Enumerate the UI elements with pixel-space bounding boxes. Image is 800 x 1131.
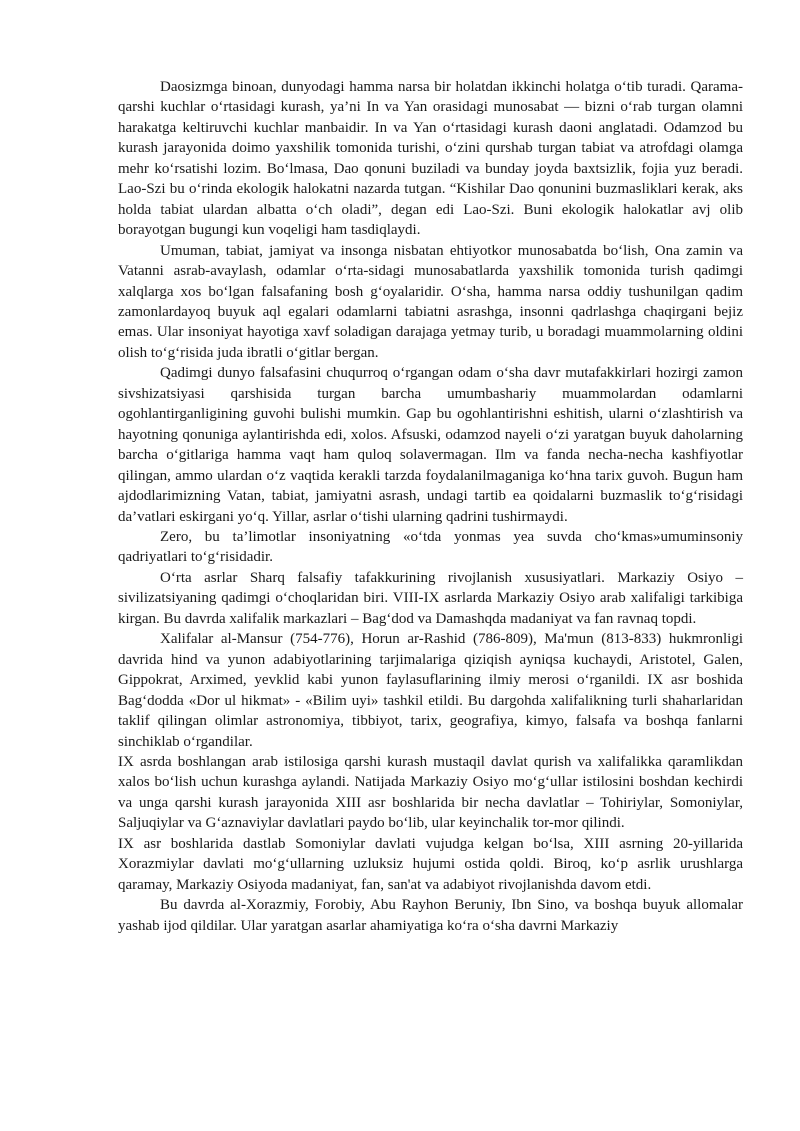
paragraph-caliphs: Xalifalar al-Mansur (754-776), Horun ar-Rashid (786-809), Ma'mun (813-833) hukmronligi davrida hind va yunon adabiyotlarining tarjimalariga qiziqish ayniqsa kuchaydi, Aristotel, Galen, Gippokrat, Arximed, yevklid kabi yunon faylasuflarining ilmiy merosi o‘rganildi. IX asr boshida Bag‘dodda «Dor ul hikmat» - «Bilim uyi» tashkil etildi. Bu dargohda xalifalikning turli shaharlaridan taklif qilingan olimlar astronomiya, tibbiyot, tarix, geografiya, kimyo, falsafa va boshqa fanlarni sinchiklab o‘rgandilar.	[118, 631, 743, 750]
paragraph-ancient-philosophy: Qadimgi dunyo falsafasini chuqurroq o‘rgangan odam o‘sha davr mutafakkirlari hozirgi zamon sivshizatsiyasi qarshisida turgan barcha umumbashariy muammolardan odamlarni ogohlantirganligining guvohi bulishi mumkin. Gap bu ogohlantirishni eshitish, ularni o‘zlashtirish va hayotning qonuniga aylantirishda edi, xolos. Afsuski, odamzod nayeli o‘zi yaratgan buyuk daholarning barcha o‘gitlariga hamma vaqt ham quloq solavermagan. Ilm va fanda necha-necha kashfiyotlar qilingan, ammo ulardan o‘z vaqtida kerakli tarzda foydalanilmaganiga ko‘hna tarix guvoh. Bugun ham ajdodlarimizning Vatan, tabiat, jamiyatni asrash, undagi tartib ea qoidalarni buzmaslik to‘g‘risidagi da’vatlari eskirgani yo‘q. Yillar, asrlar o‘tishi ularning qadrini tushirmaydi.	[118, 365, 743, 525]
paragraph-values: Zero, bu ta’limotlar insoniyatning «o‘tda yonmas yea suvda cho‘kmas»umuminsoniy qadriyatlari to‘g‘risidadir.	[118, 528, 743, 566]
paragraph-nature-society: Umuman, tabiat, jamiyat va insonga nisbatan ehtiyotkor munosabatda bo‘lish, Ona zamin va Vatanni asrab-avaylash, odamlar o‘rta-sidagi munosabatlarda yaxshilik tomonida turish qadimgi xalqlarga xos bo‘lgan falsafaning bosh g‘oyalaridir. O‘sha, hamma narsa oddiy tushunilgan qadim zamonlardayoq buyuk aql egalari odamlarni tabiatni asrashga, insonni qadrlashga chaqirgani bejiz emas. Ular insoniyat hayotiga xavf soladigan darajaga yetmay turib, u boradagi muammolarning oldini olish to‘g‘risida juda ibratli o‘gitlar bergan.	[118, 242, 743, 361]
paragraph-scholars: Bu davrda al-Xorazmiy, Forobiy, Abu Rayhon Beruniy, Ibn Sino, va boshqa buyuk allomalar yashab ijod qildilar. Ular yaratgan asarlar ahamiyatiga ko‘ra o‘sha davrni Markaziy	[118, 897, 743, 934]
paragraph-daoism: Daosizmga binoan, dunyodagi hamma narsa bir holatdan ikkinchi holatga o‘tib turadi. Qarama-qarshi kuchlar o‘rtasidagi kurash, ya’ni In va Yan orasidagi munosabat — bizni o‘rab turgan olamni harakatga keltiruvchi kuchlar manbaidir. In va Yan o‘rtasidagi kurash daoni anglatadi. Odamzod bu kurash jarayonida doimo yaxshilik tomonida turishi, o‘zini qurshab turgan tabiat va atrofdagi olamga mehr ko‘rsatishi lozim. Bo‘lmasa, Dao qonuni buziladi va bunday joyda baxtsizlik, fojia yuz beradi. Lao-Szi bu o‘rinda ekologik halokatni nazarda tutgan. “Kishilar Dao qonunini buzmasliklari kerak, aks holda tabiat ulardan albatta o‘ch oladi”, degan edi Lao-Szi. Buni ekologik halokatlar avj olib borayotgan bugungi kun voqeligi ham tasdiqlaydi.	[118, 79, 743, 239]
paragraph-arab-conquest: IX asrda boshlangan arab istilosiga qarshi kurash mustaqil davlat qurish va xalifalikka qaramlikdan xalos bo‘lish uchun kurashga aylandi. Natijada Markaziy Osiyo mo‘g‘ullar istilosini boshdan kechirdi va unga qarshi kurash jarayonida XIII asr boshlarida bir necha davlatlar – Tohiriylar, Somoniylar, Saljuqiylar va G‘aznaviylar davlatlari paydo bo‘lib, ular keyinchalik tor-mor qilindi.	[118, 753, 743, 832]
paragraph-samanids: IX asr boshlarida dastlab Somoniylar davlati vujudga kelgan bo‘lsa, XIII asrning 20-yillarida Xorazmiylar davlati mo‘g‘ullarning uzluksiz hujumi ostida qoldi. Biroq, ko‘p asrlik urushlarga qaramay, Markaziy Osiyoda madaniyat, fan, san'at va adabiyot rivojlanishda davom etdi.	[118, 835, 743, 893]
paragraph-medieval-east: O‘rta asrlar Sharq falsafiy tafakkurining rivojlanish xususiyatlari. Markaziy Osiyo – sivilizatsiyaning qadimgi o‘choqlaridan biri. VIII-IX asrlarda Markaziy Osiyo arab xalifaligi tarkibiga kirgan. Bu davrda xalifalik markazlari – Bag‘dod va Damashqda madaniyat va fan ravnaq topdi.	[118, 569, 743, 627]
document-page	[118, 77, 743, 936]
